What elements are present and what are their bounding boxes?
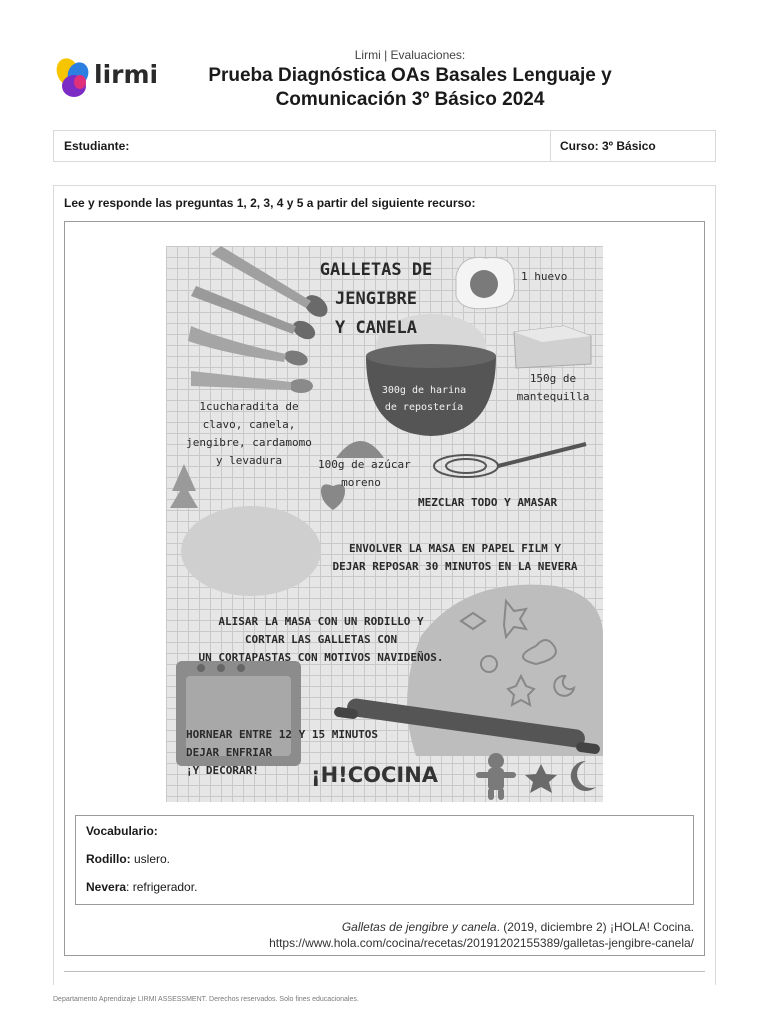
egg-label: 1 huevo	[521, 270, 568, 283]
section-divider	[64, 971, 705, 972]
title-line-2: Comunicación 3º Básico 2024	[275, 89, 545, 110]
student-label: Estudiante:	[64, 139, 130, 153]
whisk-icon	[434, 444, 586, 477]
sugar-label: 100g de azúcar moreno	[318, 458, 411, 489]
gingerbread-man-icon	[476, 753, 516, 800]
butter-icon	[514, 326, 591, 368]
lirmi-logo-icon	[54, 56, 94, 100]
vocabulary-item: Rodillo: uslero.	[86, 852, 171, 866]
course-label: Curso: 3º Básico	[560, 139, 656, 153]
column-divider	[550, 131, 551, 161]
title-line-1: Prueba Diagnóstica OAs Basales Lenguaje y	[208, 65, 612, 86]
spices-label: 1cucharadita de clavo, canela, jengibre, cardamomo y levadura	[186, 400, 312, 467]
butter-label: 150g de mantequilla	[516, 372, 590, 403]
logo-text: lirmi	[94, 60, 159, 89]
poster-title: GALLETAS DE JENGIBRE Y CANELA	[319, 260, 433, 338]
page-title	[190, 64, 630, 112]
question-block	[53, 185, 716, 985]
resource-box	[64, 221, 705, 956]
star-cookie-icon	[525, 764, 557, 793]
vocabulary-title: Vocabulario:	[86, 824, 158, 838]
lirmi-logo	[54, 56, 159, 100]
roll-step: ALISAR LA MASA CON UN RODILLO Y CORTAR LAS GALLETAS CON UN CORTAPASTAS CON MOTIVOS NAVIDEÑOS.	[198, 615, 444, 664]
pre-title: Lirmi | Evaluaciones:	[354, 48, 466, 62]
moon-cookie-icon	[571, 761, 596, 791]
source-citation: Galletas de jengibre y canela. (2019, diciembre 2) ¡HOLA! Cocina. https://www.hola.com/cocina/recetas/20191202155389/galletas-jengibre-canela/	[269, 920, 694, 950]
dough-ball-icon	[181, 506, 321, 596]
recipe-poster	[166, 246, 603, 802]
vocabulary-item: Nevera: refrigerador.	[86, 880, 198, 894]
mix-step: MEZCLAR TODO Y AMASAR	[418, 496, 558, 509]
source-url[interactable]: https://www.hola.com/cocina/recetas/20191202155389/galletas-jengibre-canela/	[269, 936, 694, 950]
wrap-step: ENVOLVER LA MASA EN PAPEL FILM Y DEJAR REPOSAR 30 MINUTOS EN LA NEVERA	[332, 542, 578, 573]
bake-step: HORNEAR ENTRE 12 Y 15 MINUTOS DEJAR ENFRIAR ¡Y DECORAR!	[186, 728, 379, 777]
tree-cookie-icon	[170, 464, 198, 508]
vocabulary-box	[75, 815, 694, 905]
hola-cocina-logo: ¡H!COCINA	[311, 763, 439, 787]
question-instruction: Lee y responde las preguntas 1, 2, 3, 4 y 5 a partir del siguiente recurso:	[64, 196, 476, 210]
page-header	[0, 44, 768, 114]
measuring-spoons-icon	[188, 246, 332, 393]
page-footer: Departamento Aprendizaje LIRMI ASSESSMENT. Derechos reservados. Solo fines educacionales.	[53, 996, 359, 1003]
egg-icon	[456, 257, 515, 308]
student-info-row	[53, 130, 716, 162]
flour-label: 300g de harina de repostería	[381, 385, 467, 413]
